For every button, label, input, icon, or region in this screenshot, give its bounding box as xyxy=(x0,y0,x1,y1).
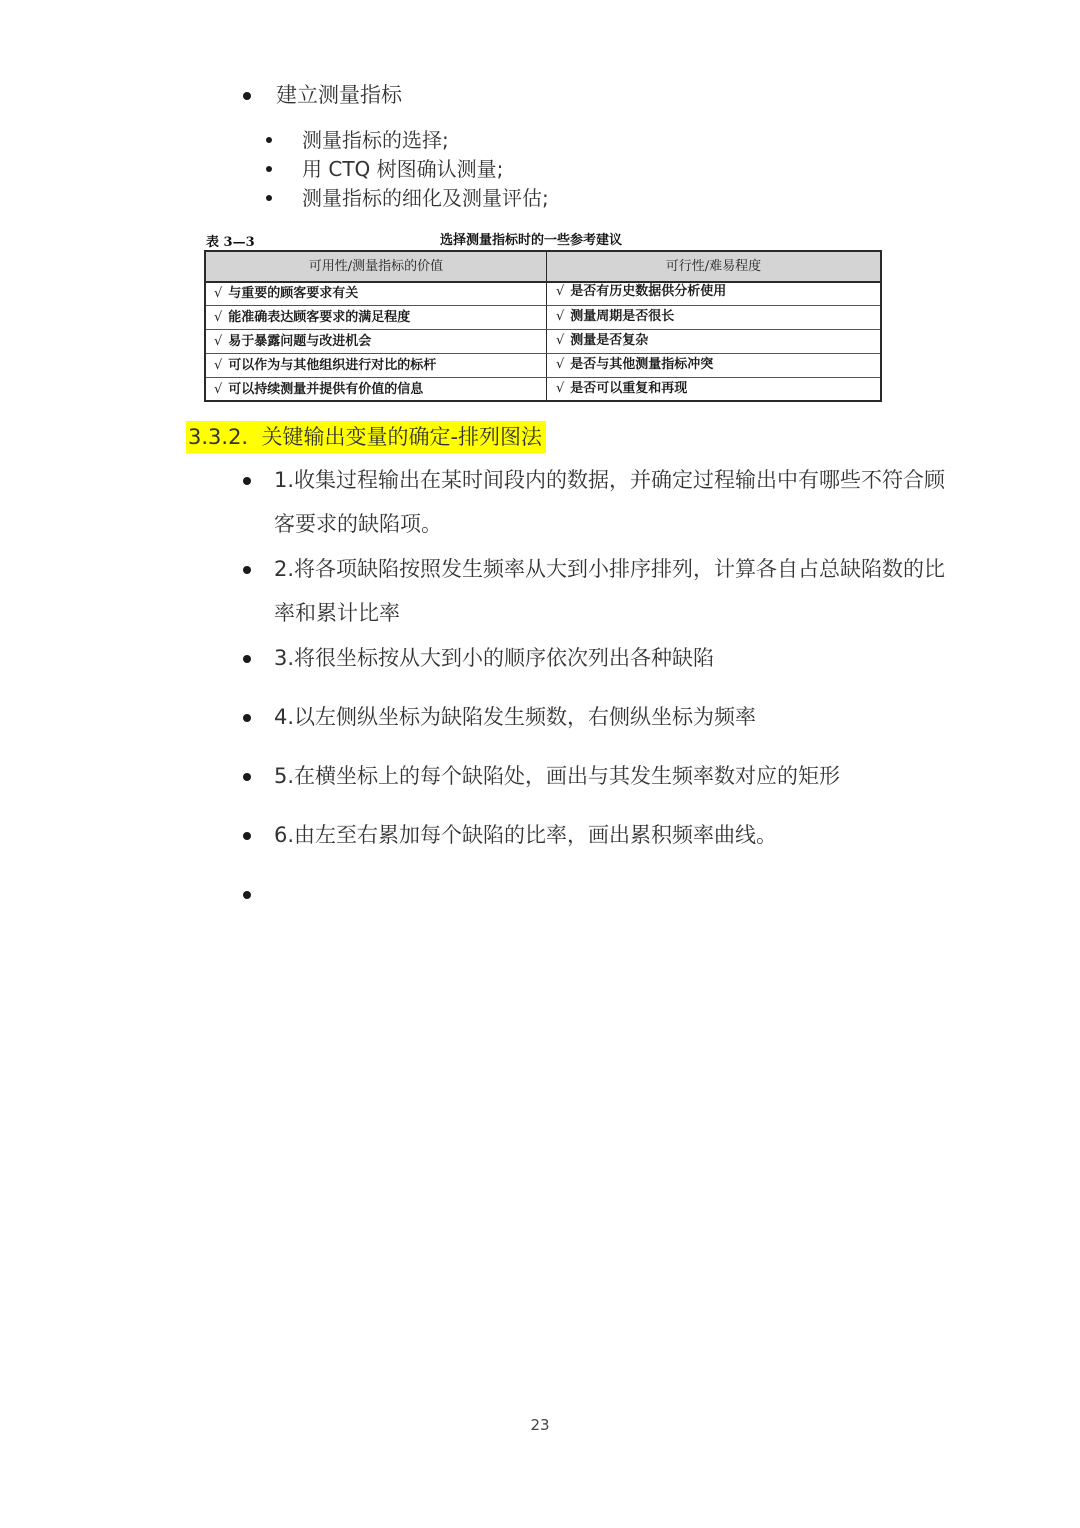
check-icon: √ xyxy=(556,381,565,396)
step-item-line: 客要求的缺陷项。 xyxy=(274,512,442,536)
bullet-icon xyxy=(243,655,251,663)
step-item-line: 1.收集过程输出在某时间段内的数据，并确定过程输出中有哪些不符合顾 xyxy=(274,468,946,492)
bullet-icon xyxy=(266,166,272,172)
check-icon: √ xyxy=(214,310,223,325)
step-item-line: 6.由左至右累加每个缺陷的比率，画出累积频率曲线。 xyxy=(274,823,778,847)
bullet-icon xyxy=(243,566,251,574)
step-item-line: 3.将很坐标按从大到小的顺序依次列出各种缺陷 xyxy=(274,646,715,670)
step-item-line: 率和累计比率 xyxy=(274,601,400,625)
check-icon: √ xyxy=(556,333,565,348)
check-icon: √ xyxy=(556,284,565,299)
step-item-line: 4.以左侧纵坐标为缺陷发生频数，右侧纵坐标为频率 xyxy=(274,705,757,729)
check-icon: √ xyxy=(556,357,565,372)
table-cell-text: 易于暴露问题与改进机会 xyxy=(228,334,372,349)
table-cell-text: 能准确表达顾客要求的满足程度 xyxy=(228,310,411,325)
table-label: 表 3—3 xyxy=(206,235,255,250)
check-icon: √ xyxy=(214,358,223,373)
table-cell-text: 测量是否复杂 xyxy=(570,333,649,348)
empty-bullet-icon xyxy=(243,891,251,899)
check-icon: √ xyxy=(556,309,565,324)
table-cell xyxy=(556,329,648,353)
intro-sub-item: 测量指标的选择; xyxy=(302,128,449,152)
table-cell xyxy=(214,330,371,354)
table-cell-text: 与重要的顾客要求有关 xyxy=(228,286,359,301)
table-cell-text: 是否有历史数据供分析使用 xyxy=(570,284,727,299)
table-header-cell: 可用性/测量指标的价值 xyxy=(308,259,444,274)
step-item-line: 5.在横坐标上的每个缺陷处，画出与其发生频率数对应的矩形 xyxy=(274,764,841,788)
table-cell-text: 测量周期是否很长 xyxy=(570,309,675,324)
check-icon: √ xyxy=(214,334,223,349)
table-cell xyxy=(556,280,726,304)
table-cell-text: 可以作为与其他组织进行对比的标杆 xyxy=(228,358,437,373)
section-heading xyxy=(186,421,546,453)
table-cell xyxy=(556,305,674,329)
bullet-icon xyxy=(243,714,251,722)
table-cell xyxy=(214,378,423,402)
intro-sub-item: 测量指标的细化及测量评估; xyxy=(302,186,549,210)
section-number: 3.3.2. xyxy=(188,425,249,449)
reference-table xyxy=(204,250,882,402)
table-cell-text: 可以持续测量并提供有价值的信息 xyxy=(228,382,424,397)
page-number: 23 xyxy=(530,1416,550,1434)
bullet-icon xyxy=(266,137,272,143)
intro-main-item: 建立测量指标 xyxy=(276,83,402,107)
bullet-icon xyxy=(243,832,251,840)
intro-sub-item: 用 CTQ 树图确认测量; xyxy=(302,157,504,181)
check-icon: √ xyxy=(214,286,223,301)
table-header-cell: 可行性/难易程度 xyxy=(665,259,762,274)
table-cell-text: 是否与其他测量指标冲突 xyxy=(570,357,714,372)
table-cell xyxy=(214,306,410,330)
section-title: 关键输出变量的确定-排列图法 xyxy=(261,425,543,449)
bullet-icon xyxy=(243,477,251,485)
table-header-row xyxy=(206,252,880,283)
table-cell-text: 是否可以重复和再现 xyxy=(570,381,688,396)
table-cell xyxy=(556,377,687,401)
table-title: 选择测量指标时的一些参考建议 xyxy=(440,233,623,248)
bullet-icon xyxy=(243,92,251,100)
step-item-line: 2.将各项缺陷按照发生频率从大到小排序排列，计算各自占总缺陷数的比 xyxy=(274,557,946,581)
table-cell xyxy=(556,353,713,377)
check-icon: √ xyxy=(214,382,223,397)
table-cell xyxy=(214,282,358,306)
bullet-icon xyxy=(243,773,251,781)
bullet-icon xyxy=(266,195,272,201)
table-cell xyxy=(214,354,436,378)
